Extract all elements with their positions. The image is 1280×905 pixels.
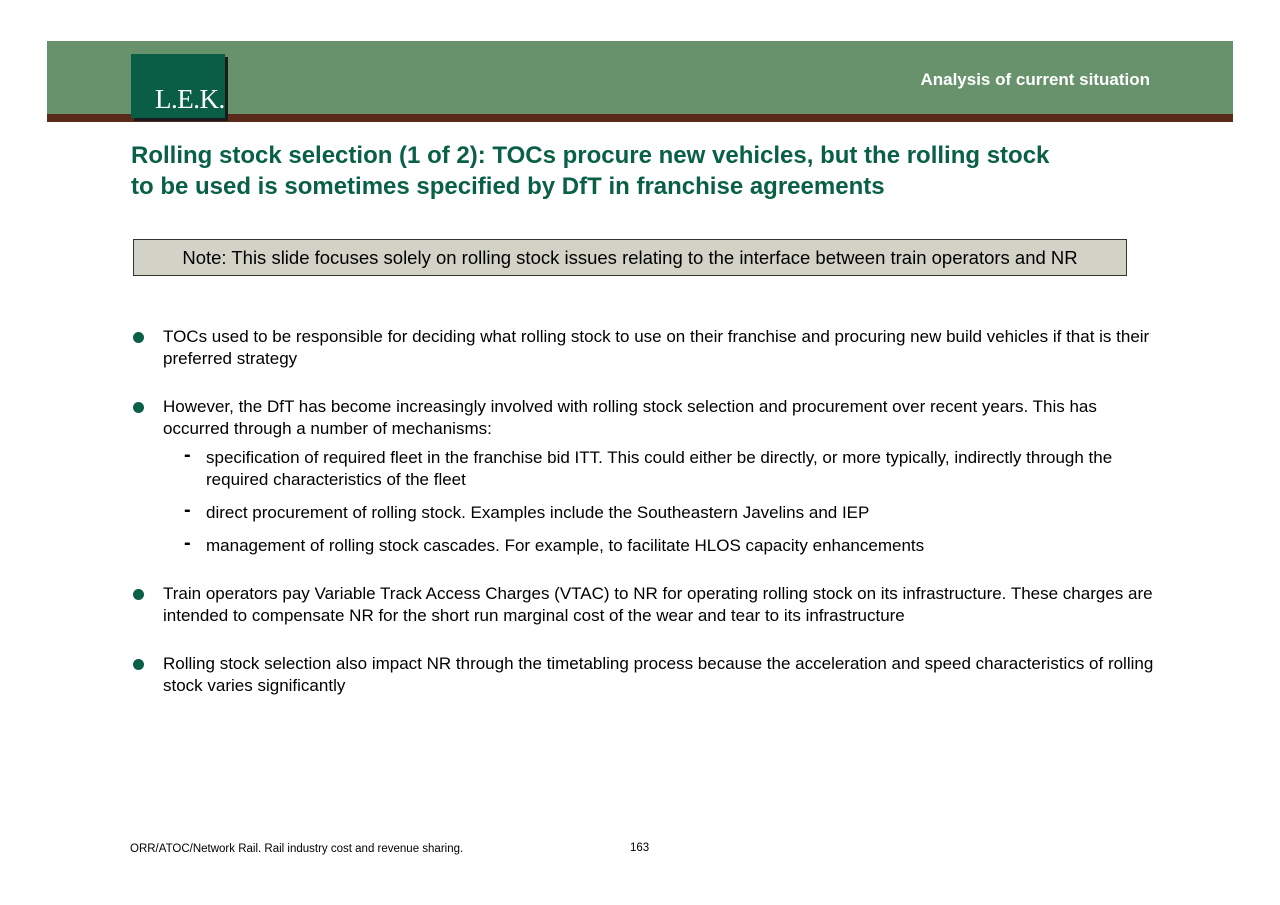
lek-logo: L.E.K. [131, 54, 225, 118]
title-line-2: to be used is sometimes specified by DfT in franchise agreements [131, 173, 885, 200]
bullet-dot-icon [133, 589, 144, 600]
page-number: 163 [630, 842, 650, 854]
title-line-1: Rolling stock selection (1 of 2): TOCs procure new vehicles, but the rolling stock [131, 142, 1050, 169]
sub-bullet-item [175, 532, 1161, 557]
sub-bullet-text: specification of required fleet in the franchise bid ITT. This could either be directly, or more typically, indirectly through the required characteristics of the fleet [206, 448, 1113, 489]
section-label: Analysis of current situation [920, 70, 1150, 89]
bullet-text: Rolling stock selection also impact NR through the timetabling process because the acceleration and speed characteristics of rolling stock varies significantly [163, 654, 1154, 695]
sub-bullet-text: direct procurement of rolling stock. Examples include the Southeastern Javelins and IEP [206, 503, 870, 522]
bullet-dot-icon [133, 402, 144, 413]
sub-bullet-list [175, 444, 1161, 557]
note-text: Note: This slide focuses solely on rolling stock issues relating to the interface between train operators and NR [182, 246, 1078, 268]
bullet-list [131, 326, 1161, 697]
bullet-text: TOCs used to be responsible for deciding what rolling stock to use on their franchise and procuring new build vehicles if that is their preferred strategy [163, 327, 1150, 368]
bullet-text: However, the DfT has become increasingly involved with rolling stock selection and procurement over recent years. This has occurred through a number of mechanisms: [163, 397, 1097, 438]
bullet-item [131, 583, 1161, 627]
dash-icon: - [184, 499, 191, 521]
bullet-item [131, 396, 1161, 557]
bullet-item [131, 653, 1161, 697]
sub-bullet-item [175, 499, 1161, 524]
footer-source: ORR/ATOC/Network Rail. Rail industry cost and revenue sharing. [130, 843, 464, 855]
bullet-dot-icon [133, 659, 144, 670]
dash-icon: - [184, 532, 191, 554]
bullet-item [131, 326, 1161, 370]
note-box [133, 239, 1127, 276]
sub-bullet-item [175, 444, 1161, 491]
bullet-dot-icon [133, 332, 144, 343]
sub-bullet-text: management of rolling stock cascades. For example, to facilitate HLOS capacity enhancements [206, 536, 925, 555]
bullet-text: Train operators pay Variable Track Access Charges (VTAC) to NR for operating rolling stock on its infrastructure. These charges are intended to compensate NR for the short run marginal cost of the wear and tear to its infrastructure [163, 584, 1153, 625]
dash-icon: - [184, 444, 191, 466]
slide-title [131, 140, 1151, 202]
